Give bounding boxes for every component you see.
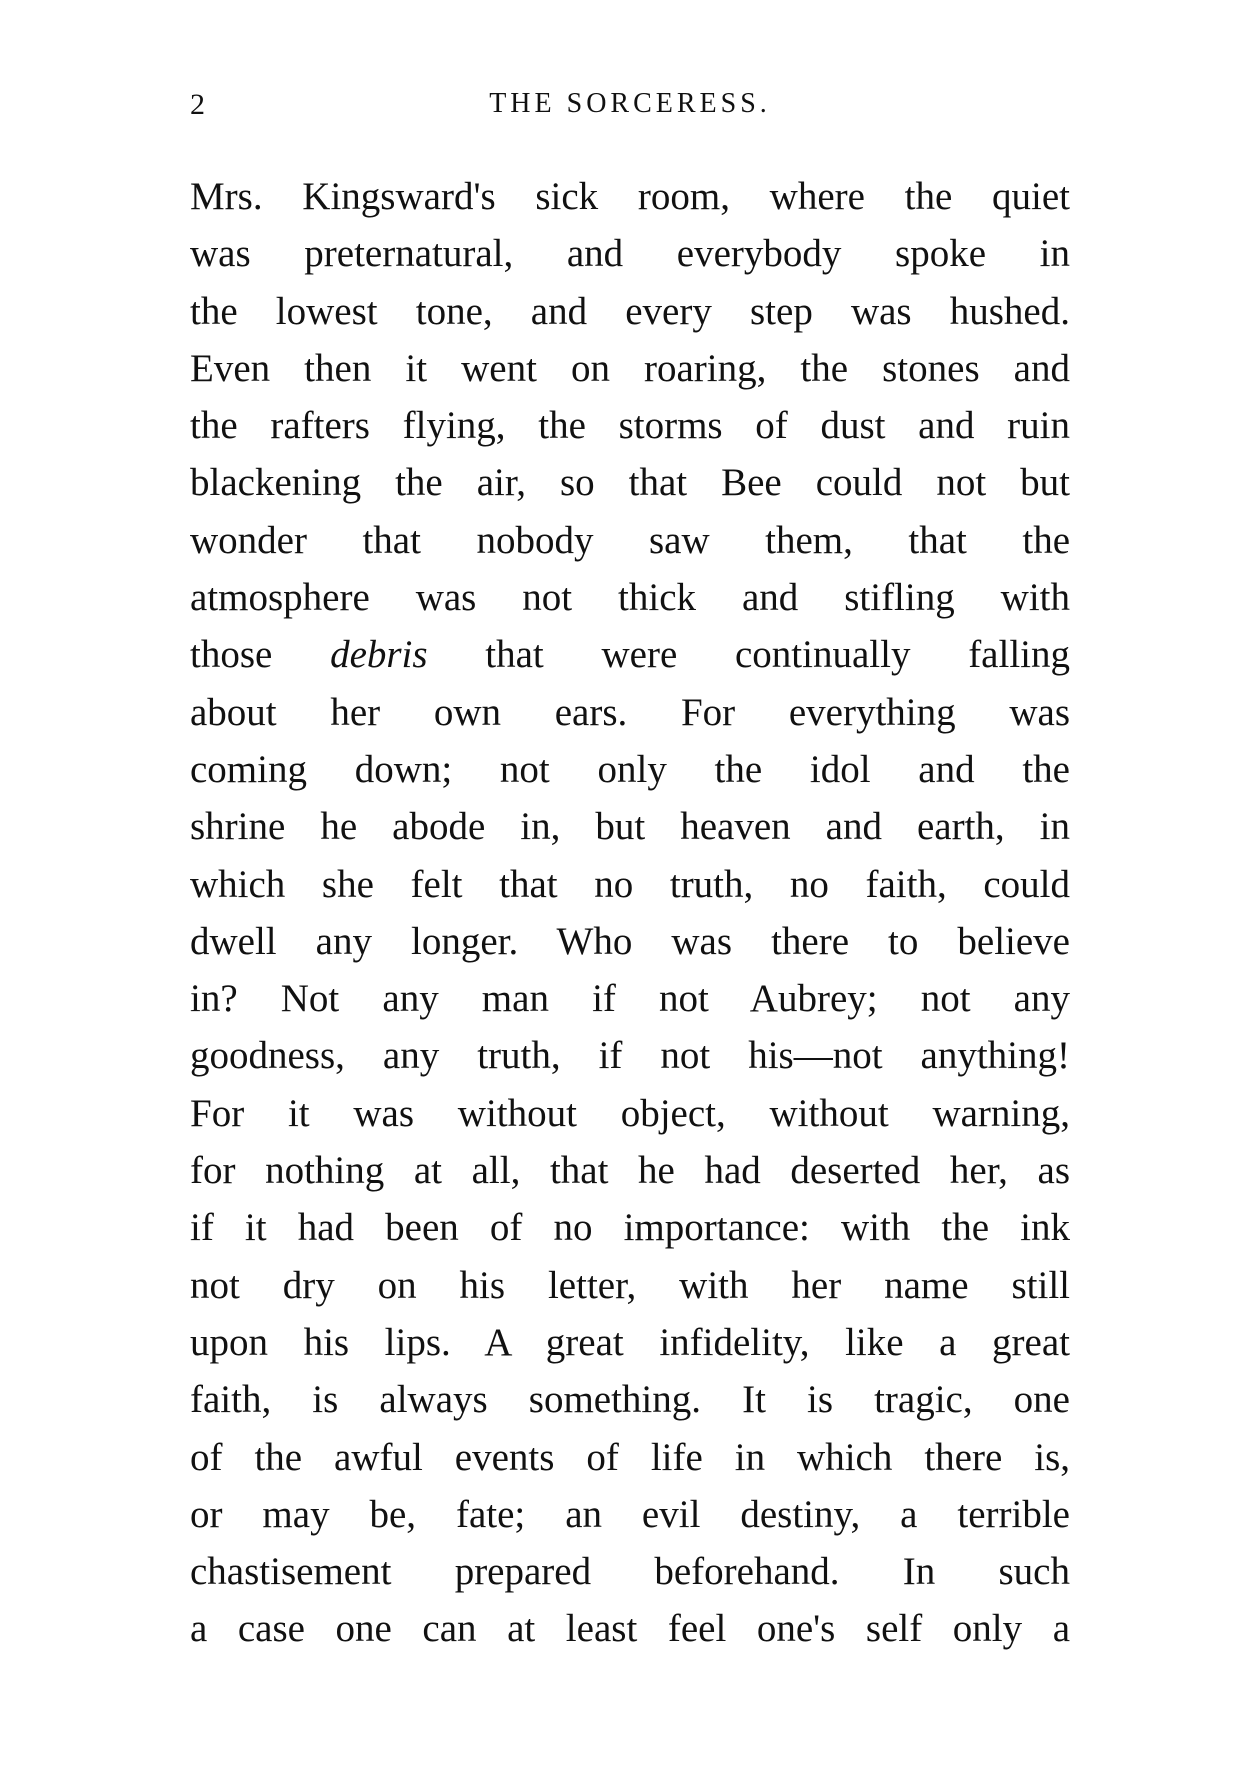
running-title: THE SORCERESS. xyxy=(489,88,771,119)
text-segment: coming down; not only the idol and the xyxy=(190,747,1070,791)
text-line xyxy=(190,512,1070,569)
text-line xyxy=(190,1543,1070,1600)
text-line xyxy=(190,225,1070,282)
text-line xyxy=(190,626,1070,683)
text-segment: those xyxy=(190,633,331,677)
text-line xyxy=(190,397,1070,454)
text-segment: upon his lips. A great infidelity, like a great xyxy=(190,1320,1070,1364)
text-line xyxy=(190,283,1070,340)
text-segment: the lowest tone, and every step was hushed. xyxy=(190,289,1070,333)
text-line xyxy=(190,1257,1070,1314)
text-segment: atmosphere was not thick and stifling with xyxy=(190,576,1070,620)
text-segment: faith, is always something. It is tragic, one xyxy=(190,1378,1070,1422)
text-line xyxy=(190,569,1070,626)
text-segment: or may be, fate; an evil destiny, a terrible xyxy=(190,1492,1070,1536)
text-segment: in? Not any man if not Aubrey; not any xyxy=(190,977,1070,1021)
text-line xyxy=(190,454,1070,511)
text-line xyxy=(190,913,1070,970)
text-segment: wonder that nobody saw them, that the xyxy=(190,518,1070,562)
text-segment: a case one can at least feel one's self only a xyxy=(190,1607,1070,1651)
text-line xyxy=(190,1142,1070,1199)
text-segment: for nothing at all, that he had deserted her, as xyxy=(190,1149,1070,1193)
text-line xyxy=(190,1486,1070,1543)
text-segment: if it had been of no importance: with the ink xyxy=(190,1206,1070,1250)
text-segment: blackening the air, so that Bee could not but xyxy=(190,461,1070,505)
text-line xyxy=(190,340,1070,397)
text-segment: which she felt that no truth, no faith, could xyxy=(190,862,1070,906)
text-segment: the rafters flying, the storms of dust and ruin xyxy=(190,404,1070,448)
text-line xyxy=(190,798,1070,855)
text-segment: that were continually falling xyxy=(427,633,1070,677)
text-segment: of the awful events of life in which there is, xyxy=(190,1435,1070,1479)
text-line xyxy=(190,684,1070,741)
text-line xyxy=(190,741,1070,798)
running-head xyxy=(190,88,1070,128)
text-line xyxy=(190,1027,1070,1084)
text-segment: Mrs. Kingsward's sick room, where the quiet xyxy=(190,175,1070,218)
text-line xyxy=(190,1199,1070,1256)
text-segment: dwell any longer. Who was there to believe xyxy=(190,919,1070,963)
text-segment: chastisement prepared beforehand. In such xyxy=(190,1550,1070,1594)
body-text xyxy=(190,168,1070,1658)
text-segment: For it was without object, without warning, xyxy=(190,1091,1070,1135)
text-segment: was preternatural, and everybody spoke in xyxy=(190,232,1070,276)
text-segment: not dry on his letter, with her name still xyxy=(190,1263,1070,1307)
text-line xyxy=(190,1429,1070,1486)
text-line xyxy=(190,168,1070,225)
text-line xyxy=(190,970,1070,1027)
text-line xyxy=(190,1085,1070,1142)
text-line xyxy=(190,1600,1070,1657)
text-line xyxy=(190,856,1070,913)
text-segment: goodness, any truth, if not his—not anything! xyxy=(190,1034,1070,1078)
text-segment: about her own ears. For everything was xyxy=(190,690,1070,734)
text-line xyxy=(190,1314,1070,1371)
page-number: 2 xyxy=(190,88,206,121)
text-line xyxy=(190,1371,1070,1428)
italic-word: debris xyxy=(330,633,428,677)
text-segment: shrine he abode in, but heaven and earth, in xyxy=(190,805,1070,849)
text-segment: Even then it went on roaring, the stones and xyxy=(190,346,1070,390)
